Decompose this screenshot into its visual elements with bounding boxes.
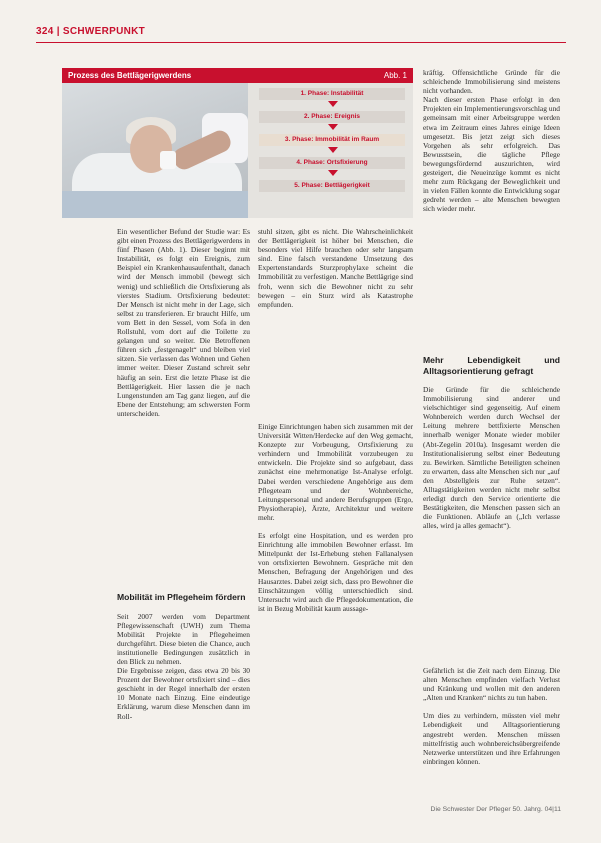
header-rule — [36, 42, 566, 43]
phase-label: 5. Phase: Bettlägerigkeit — [259, 180, 405, 192]
body-paragraph: Nach dieser ersten Phase erfolgt in den Projekten ein Implementierungsvorschlag und gemeinsam mit einer Arbeitsgruppe werden etwa im Zeitraum eines Jahres einige Ideen umgesetzt. Bis jetzt zeigt sich dieses Vorgehen als sehr erfolgreich. Das Bewusstsein, die tägliche Pflege bewegungsfördernd auszurichten, wird gesteigert, die Neueinzüge kommt es nicht mehr zum Rückgang der Beweglichkeit und in vielen Fällen konnte die Entwicklung sogar gedreht werden – alte Menschen bewegten sich wieder mehr. — [423, 95, 560, 214]
phase-label: 3. Phase: Immobilität im Raum — [259, 134, 405, 146]
down-arrow-icon — [328, 170, 338, 176]
figure-label: Abb. 1 — [383, 71, 407, 80]
section-title: SCHWERPUNKT — [62, 26, 146, 37]
page-number: 324 — [36, 26, 54, 37]
phase-label: 1. Phase: Instabilität — [259, 88, 405, 100]
body-paragraph: Ein wesentlicher Befund der Studie war: Es gibt einen Prozess des Bettlägerigwerdens in fünf Phasen (Abb. 1). Dieser beginnt mit Instabilität, es folgt ein Ereignis, zum Beispiel ein Krankenhausaufenthalt, danach wird der Mensch immobil (bewegt sich wenig) und schließlich die Ortsfixierung als vierstes Stadium. Ortsfixierung bedeutet: Der Mensch ist nicht mehr in der Lage, sich selbst zu transferieren. Er braucht Hilfe, um vom Bett in den Sessel, vom Sofa in den Rollstuhl, vom dort auf die Toilette zu gelangen und so weiter. Die Betroffenen führen sich „festgenagelt“ und bleiben viel sitzen. Sie verlassen das Wohnen und Gehen immer weiter. Dieser Zustand schreit sehr häufig an sein. Erst die letzte Phase ist die Bettlägerigkeit. Hier lassen die je nach Lungenstunden am Tag ganz liegen, auf die Ebene der Entstehung; am schwersten Form unterscheiden. — [117, 227, 250, 418]
article-column-1 — [117, 227, 250, 418]
body-paragraph: Es erfolgt eine Hospitation, und es werden pro Einrichtung alle immobilen Bewohner erfasst. Im Mittelpunkt der Ist-Erhebung stehen Fallanalysen von ortsfixierten Bewohnern. Gespräche mit den Menschen, Befragung der Angehörigen und des Hausarztes. Dabei zeigt sich, dass pro Bewohner die Einschätzungen völlig unterschiedlich sind. Untersucht wird auch die Pflegedokumentation, die ist in Bezug Mobilität kaum aussage- — [258, 531, 413, 613]
process-figure — [62, 68, 413, 218]
spacer — [258, 522, 413, 531]
article-column-3-end — [423, 666, 560, 766]
phase-step — [259, 180, 407, 203]
body-paragraph: kräftig. Offensichtliche Gründe für die schleichende Immobilisierung sind meistens nicht vorhanden. — [423, 68, 560, 96]
article-column-1-section — [117, 592, 250, 721]
phase-step — [259, 134, 407, 157]
blanket-shape — [62, 191, 248, 218]
body-paragraph: Einige Einrichtungen haben sich zusammen mit der Universität Witten/Herdecke auf den Weg gemacht, Konzepte zur Vorbeugung, Ortsfixierung zu verhindern und Immobilität vorzubeugen zu entwickeln. Die Projekte sind so aufgebaut, dass zunächst eine mehrmonatige Ist-Analyse erfolgt. Dabei werden verschiedene Angehörige aus dem Pflegeteam und der Wohnbereiche, Leitungspersonal und andere Berufsgruppen (Ergo, Physiotherapie), Ärzte, Architektur und weitere mehr. — [258, 422, 413, 522]
body-paragraph: Die Gründe für die schleichende Immobilisierung sind anderer und vielschichtiger sind gegenseitig. Auf einem Wohnbereich werden durch Wechsel der Leitung mehrere bettfixierte Menschen innerhalb weniger Monate wieder mobiler (Abt-Zegelin 2010a). Insgesamt werden die Institutionalisierung selbst einer Bedeutung zu. Bewirken. Sämtliche Beteiligten scheinen zu erwarten, dass alte Menschen sich nur „auf den Abstellgleis zur Ruhe setzen“. Alltagstätigkeiten werden nicht mehr selbst erledigt durch den Service orientierte die Bestätigkeiten, die Menschen passen sich an die Funktionen. Abläufe an („Ich verlasse alles, wird ja alles gemacht“). — [423, 385, 560, 531]
phase-steps — [259, 88, 407, 203]
phase-step — [259, 111, 407, 134]
spacer — [423, 702, 560, 711]
patient-photo — [62, 83, 248, 218]
down-arrow-icon — [328, 124, 338, 130]
body-paragraph: Die Ergebnisse zeigen, dass etwa 20 bis 30 Prozent der Bewohner ortsfixiert sind – dies geschieht in der Regel innerhalb der ersten 10 Monate nach Einzug. Eine eindeutige Erklärung, warum diese Menschen dann im Roll- — [117, 666, 250, 721]
down-arrow-icon — [328, 147, 338, 153]
section-heading: Mobilität im Pflegeheim fördern — [117, 592, 246, 602]
page-header — [36, 26, 566, 37]
phase-step — [259, 157, 407, 180]
body-paragraph: Um dies zu verhindern, müssten viel mehr Lebendigkeit und Alltagsorientierung angestrebt werden. Menschen müssen mittelfristig auch wohnbereichsübergreifende Netzwerke unterstützen und ihre Erfahrungen einbringen können. — [423, 711, 560, 766]
article-column-3 — [423, 68, 560, 214]
figure-titlebar — [62, 68, 413, 83]
phase-label: 4. Phase: Ortsfixierung — [259, 157, 405, 169]
phase-label: 2. Phase: Ereignis — [259, 111, 405, 123]
article-column-2-section — [258, 422, 413, 613]
section-heading: Mehr Lebendigkeit und Alltagsorientierung gefragt — [423, 355, 560, 376]
page-footer: Die Schwester Der Pfleger 50. Jahrg. 04|11 — [430, 806, 561, 813]
header-separator: | — [56, 26, 60, 37]
article-column-2 — [258, 227, 413, 309]
body-paragraph: Seit 2007 werden vom Department Pflegewissenschaft (UWH) zum Thema Mobilität Projekte in Pflegeheimen durchgeführt. Diese bieten die Chance, auch institutionelle Bedingungen zusätzlich in den Blick zu nehmen. — [117, 611, 250, 666]
body-paragraph: Gefährlich ist die Zeit nach dem Einzug. Die alten Menschen empfinden vielfach Verlust und Kränkung und wollen mit den anderen „Alten und Kranken“ nichts zu tun haben. — [423, 666, 560, 703]
spacer — [117, 603, 250, 612]
figure-title: Prozess des Bettlägerigwerdens — [68, 71, 192, 80]
article-column-3-section — [423, 355, 560, 531]
phase-step — [259, 88, 407, 111]
body-paragraph: stuhl sitzen, gibt es nicht. Die Wahrscheinlichkeit der Bettlägerigkeit ist höher bei Menschen, die besonders viel Hilfe brauchen oder sehr langsam sind. Eine falsch verstandene Umsetzung des Expertenstandards Sturzprophylaxe scheint die Immobilität zu verfestigen. Manche Bettlägrige sind froh, wenn sich die Bewohner nicht zu sehr bewegen – ein Sturz wird als Katastrophe empfunden. — [258, 227, 413, 309]
spacer — [423, 376, 560, 385]
cup-shape — [160, 151, 176, 169]
down-arrow-icon — [328, 101, 338, 107]
